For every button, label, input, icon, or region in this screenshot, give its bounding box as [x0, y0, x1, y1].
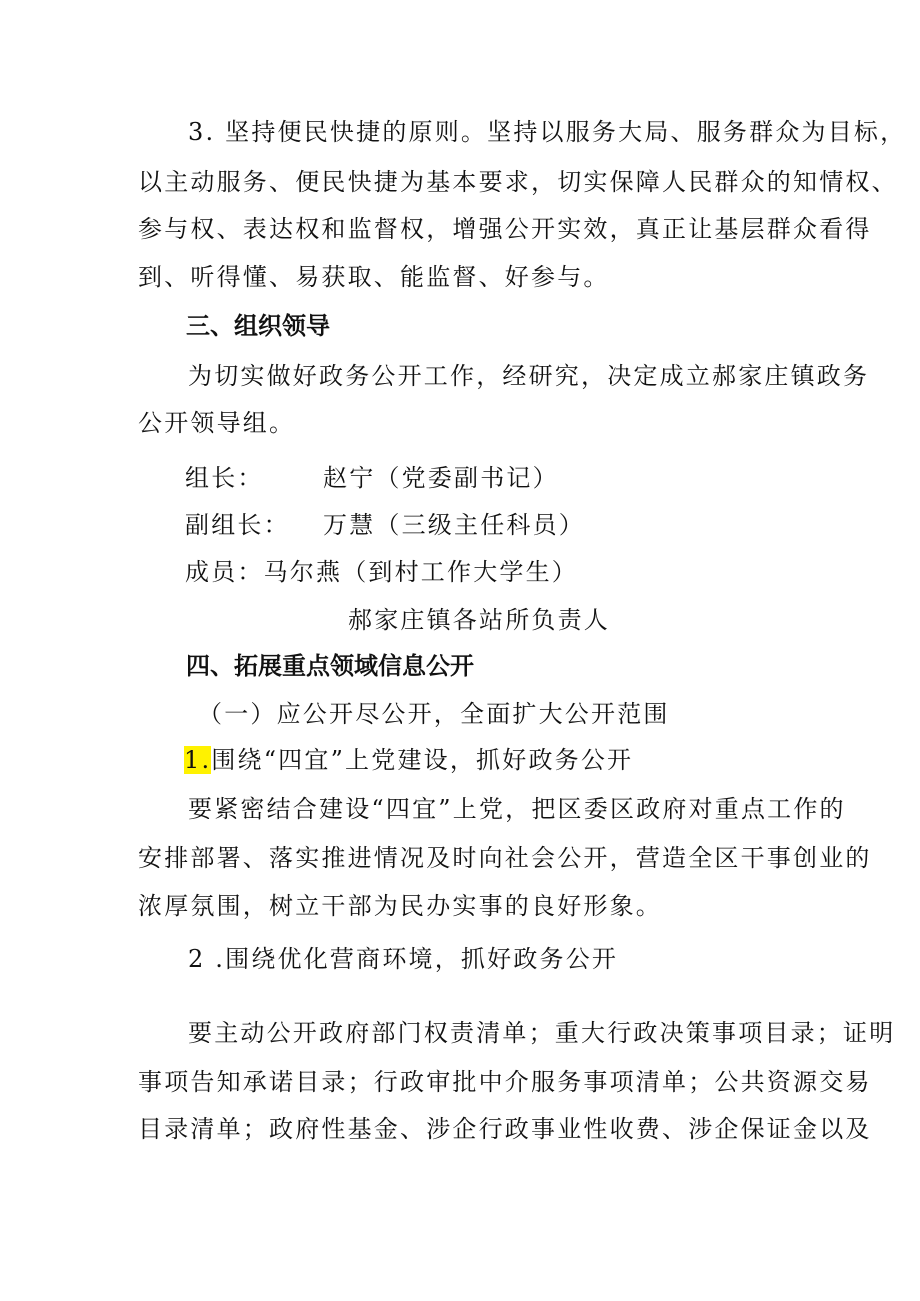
section3-intro-line-2: 公开领导组。	[138, 409, 296, 437]
item1-body-line-2: 安排部署、落实推进情况及时向社会公开，营造全区干事创业的	[138, 844, 872, 872]
deputy-value: 万慧（三级主任科员）	[323, 511, 585, 539]
section3-intro-line-1: 为切实做好政务公开工作，经研究，决定成立郝家庄镇政务	[188, 362, 870, 390]
item2-title: 2 .围绕优化营商环境，抓好政务公开	[188, 945, 619, 973]
subsection1-heading: （一）应公开尽公开，全面扩大公开范围	[198, 700, 670, 728]
point3-line-3: 参与权、表达权和监督权，增强公开实效，真正让基层群众看得	[138, 215, 872, 243]
item2-body-line-1: 要主动公开政府部门权责清单；重大行政决策事项目录；证明	[188, 1019, 896, 1047]
deputy-label: 副组长：	[185, 511, 290, 539]
item2-body-line-3: 目录清单；政府性基金、涉企行政事业性收费、涉企保证金以及	[138, 1115, 872, 1143]
item1-title: 围绕“四宜”上党建设，抓好政务公开	[211, 746, 634, 774]
item1-body-line-1: 要紧密结合建设“四宜”上党，把区委区政府对重点工作的	[188, 795, 846, 823]
item1-number-highlight: 1.	[184, 746, 212, 774]
section4-heading: 四、拓展重点领域信息公开	[186, 652, 474, 680]
section3-heading: 三、组织领导	[186, 312, 330, 340]
point3-line-4: 到、听得懂、易获取、能监督、好参与。	[138, 263, 610, 291]
point3-line-1: 3. 坚持便民快捷的原则。坚持以服务大局、服务群众为目标，	[188, 118, 907, 146]
point3-line-2: 以主动服务、便民快捷为基本要求，切实保障人民群众的知情权、	[138, 168, 898, 196]
leader-value: 赵宁（党委副书记）	[323, 464, 559, 492]
item1-title-line	[184, 745, 633, 775]
leader-label: 组长：	[185, 464, 264, 492]
item1-body-line-3: 浓厚氛围，树立干部为民办实事的良好形象。	[138, 892, 662, 920]
members-extra: 郝家庄镇各站所负责人	[348, 606, 610, 634]
item2-body-line-2: 事项告知承诺目录；行政审批中介服务事项清单；公共资源交易	[138, 1068, 872, 1096]
members-line: 成员：马尔燕（到村工作大学生）	[185, 558, 578, 586]
